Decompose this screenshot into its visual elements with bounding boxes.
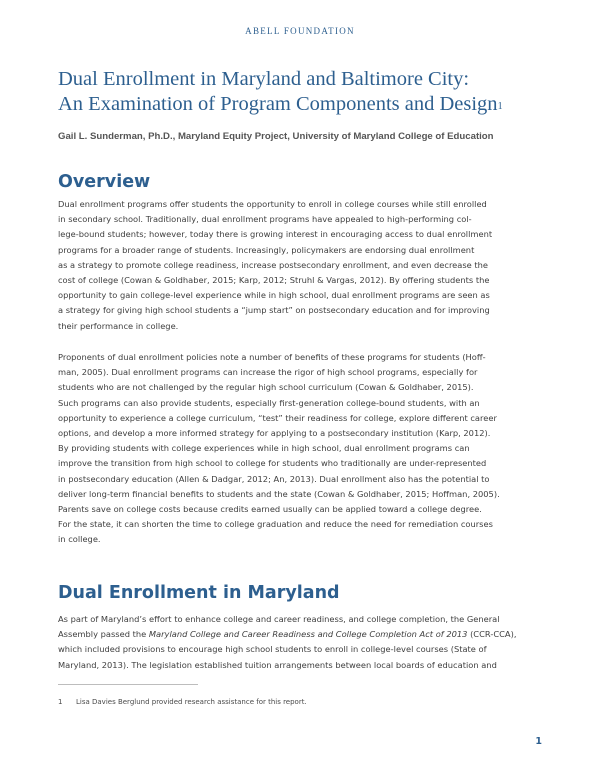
act-title-italic: Maryland College and Career Readiness and College Completion Act of 2013 — [148, 629, 468, 640]
text-line: Parents save on college costs because credits earned usually can be applied toward a college degree. — [58, 504, 482, 515]
text-line: Proponents of dual enrollment policies note a number of benefits of these programs for students (Hoff- — [58, 352, 486, 362]
text-line: a strategy for giving high school students a “jump start” on postsecondary education and for improving — [58, 305, 490, 316]
text-line: man, 2005). Dual enrollment programs can increase the rigor of high school programs, especially for — [58, 367, 478, 378]
footnote — [58, 698, 307, 706]
text-line: which included provisions to encourage high school students to enroll in college-level courses (State of — [58, 644, 487, 655]
text-line: their performance in college. — [58, 320, 179, 331]
text-line: opportunity to experience a college curriculum, “test” their readiness for college, explore different career — [58, 412, 497, 423]
text-line: For the state, it can shorten the time to college graduation and reduce the need for remediation courses — [58, 519, 493, 530]
page-number: 1 — [535, 736, 542, 747]
text-line — [58, 627, 550, 642]
text-line: in secondary school. Traditionally, dual enrollment programs have appealed to high-performing col- — [58, 214, 472, 225]
text-line: options, and develop a more informed strategy for applying to a postsecondary institution (Karp, 2012). — [58, 428, 491, 439]
footnote-number: 1 — [58, 698, 63, 706]
text-line: By providing students with college experiences while in high school, dual enrollment programs can — [58, 443, 470, 454]
text-line: in college. — [58, 534, 101, 545]
maryland-paragraph-1 — [58, 612, 550, 673]
text-line: cost of college (Cowan & Goldhaber, 2015; Karp, 2012; Struhl & Vargas, 2012). By offering students the — [58, 275, 490, 286]
text-line: As part of Maryland’s effort to enhance college and career readiness, and college completion, the General — [58, 614, 500, 624]
document-title — [58, 67, 558, 117]
title-line-2 — [58, 92, 558, 117]
title-footnote-mark: 1 — [497, 101, 503, 112]
text-line: opportunity to gain college-level experience while in high school, dual enrollment programs are seen as — [58, 290, 490, 301]
author-byline: Gail L. Sunderman, Ph.D., Maryland Equity Project, University of Maryland College of Education — [58, 131, 494, 142]
text-line: as a strategy to promote college readiness, increase postsecondary enrollment, and even decrease the — [58, 259, 489, 270]
overview-paragraph-1 — [58, 197, 550, 334]
text-line: Such programs can also provide students, especially first-generation college-bound students, with an — [58, 397, 480, 408]
text-line: lege-bound students; however, today there is growing interest in encouraging access to dual enrollment — [58, 229, 493, 240]
overview-heading: Overview — [58, 172, 151, 192]
text-line: in postsecondary education (Allen & Dadgar, 2012; An, 2013). Dual enrollment also has the potential to — [58, 473, 490, 484]
text-line: programs for a broader range of students. Increasingly, policymakers are endorsing dual enrollment — [58, 244, 475, 255]
text-segment: (CCR-CCA), — [467, 629, 517, 640]
running-header: ABELL FOUNDATION — [245, 26, 355, 36]
text-line: students who are not challenged by the regular high school curriculum (Cowan & Goldhaber, 2015). — [58, 382, 474, 393]
text-segment: Assembly passed the — [58, 629, 149, 640]
text-line: Maryland, 2013). The legislation established tuition arrangements between local boards of education and — [58, 659, 497, 670]
text-line: deliver long-term financial benefits to students and the state (Cowan & Goldhaber, 2015; Hoffman, 2005). — [58, 488, 500, 499]
maryland-heading: Dual Enrollment in Maryland — [58, 583, 340, 603]
footnote-divider — [58, 684, 198, 685]
title-line-1: Dual Enrollment in Maryland and Baltimore City: — [58, 68, 470, 90]
title-line-2-text: An Examination of Program Components and Design — [58, 93, 498, 115]
footnote-text: Lisa Davies Berglund provided research assistance for this report. — [76, 698, 307, 706]
text-line: improve the transition from high school to college for students who traditionally are under-represented — [58, 458, 487, 469]
text-line: Dual enrollment programs offer students the opportunity to enroll in college courses while still enrolled — [58, 199, 487, 209]
overview-paragraph-2 — [58, 350, 550, 548]
